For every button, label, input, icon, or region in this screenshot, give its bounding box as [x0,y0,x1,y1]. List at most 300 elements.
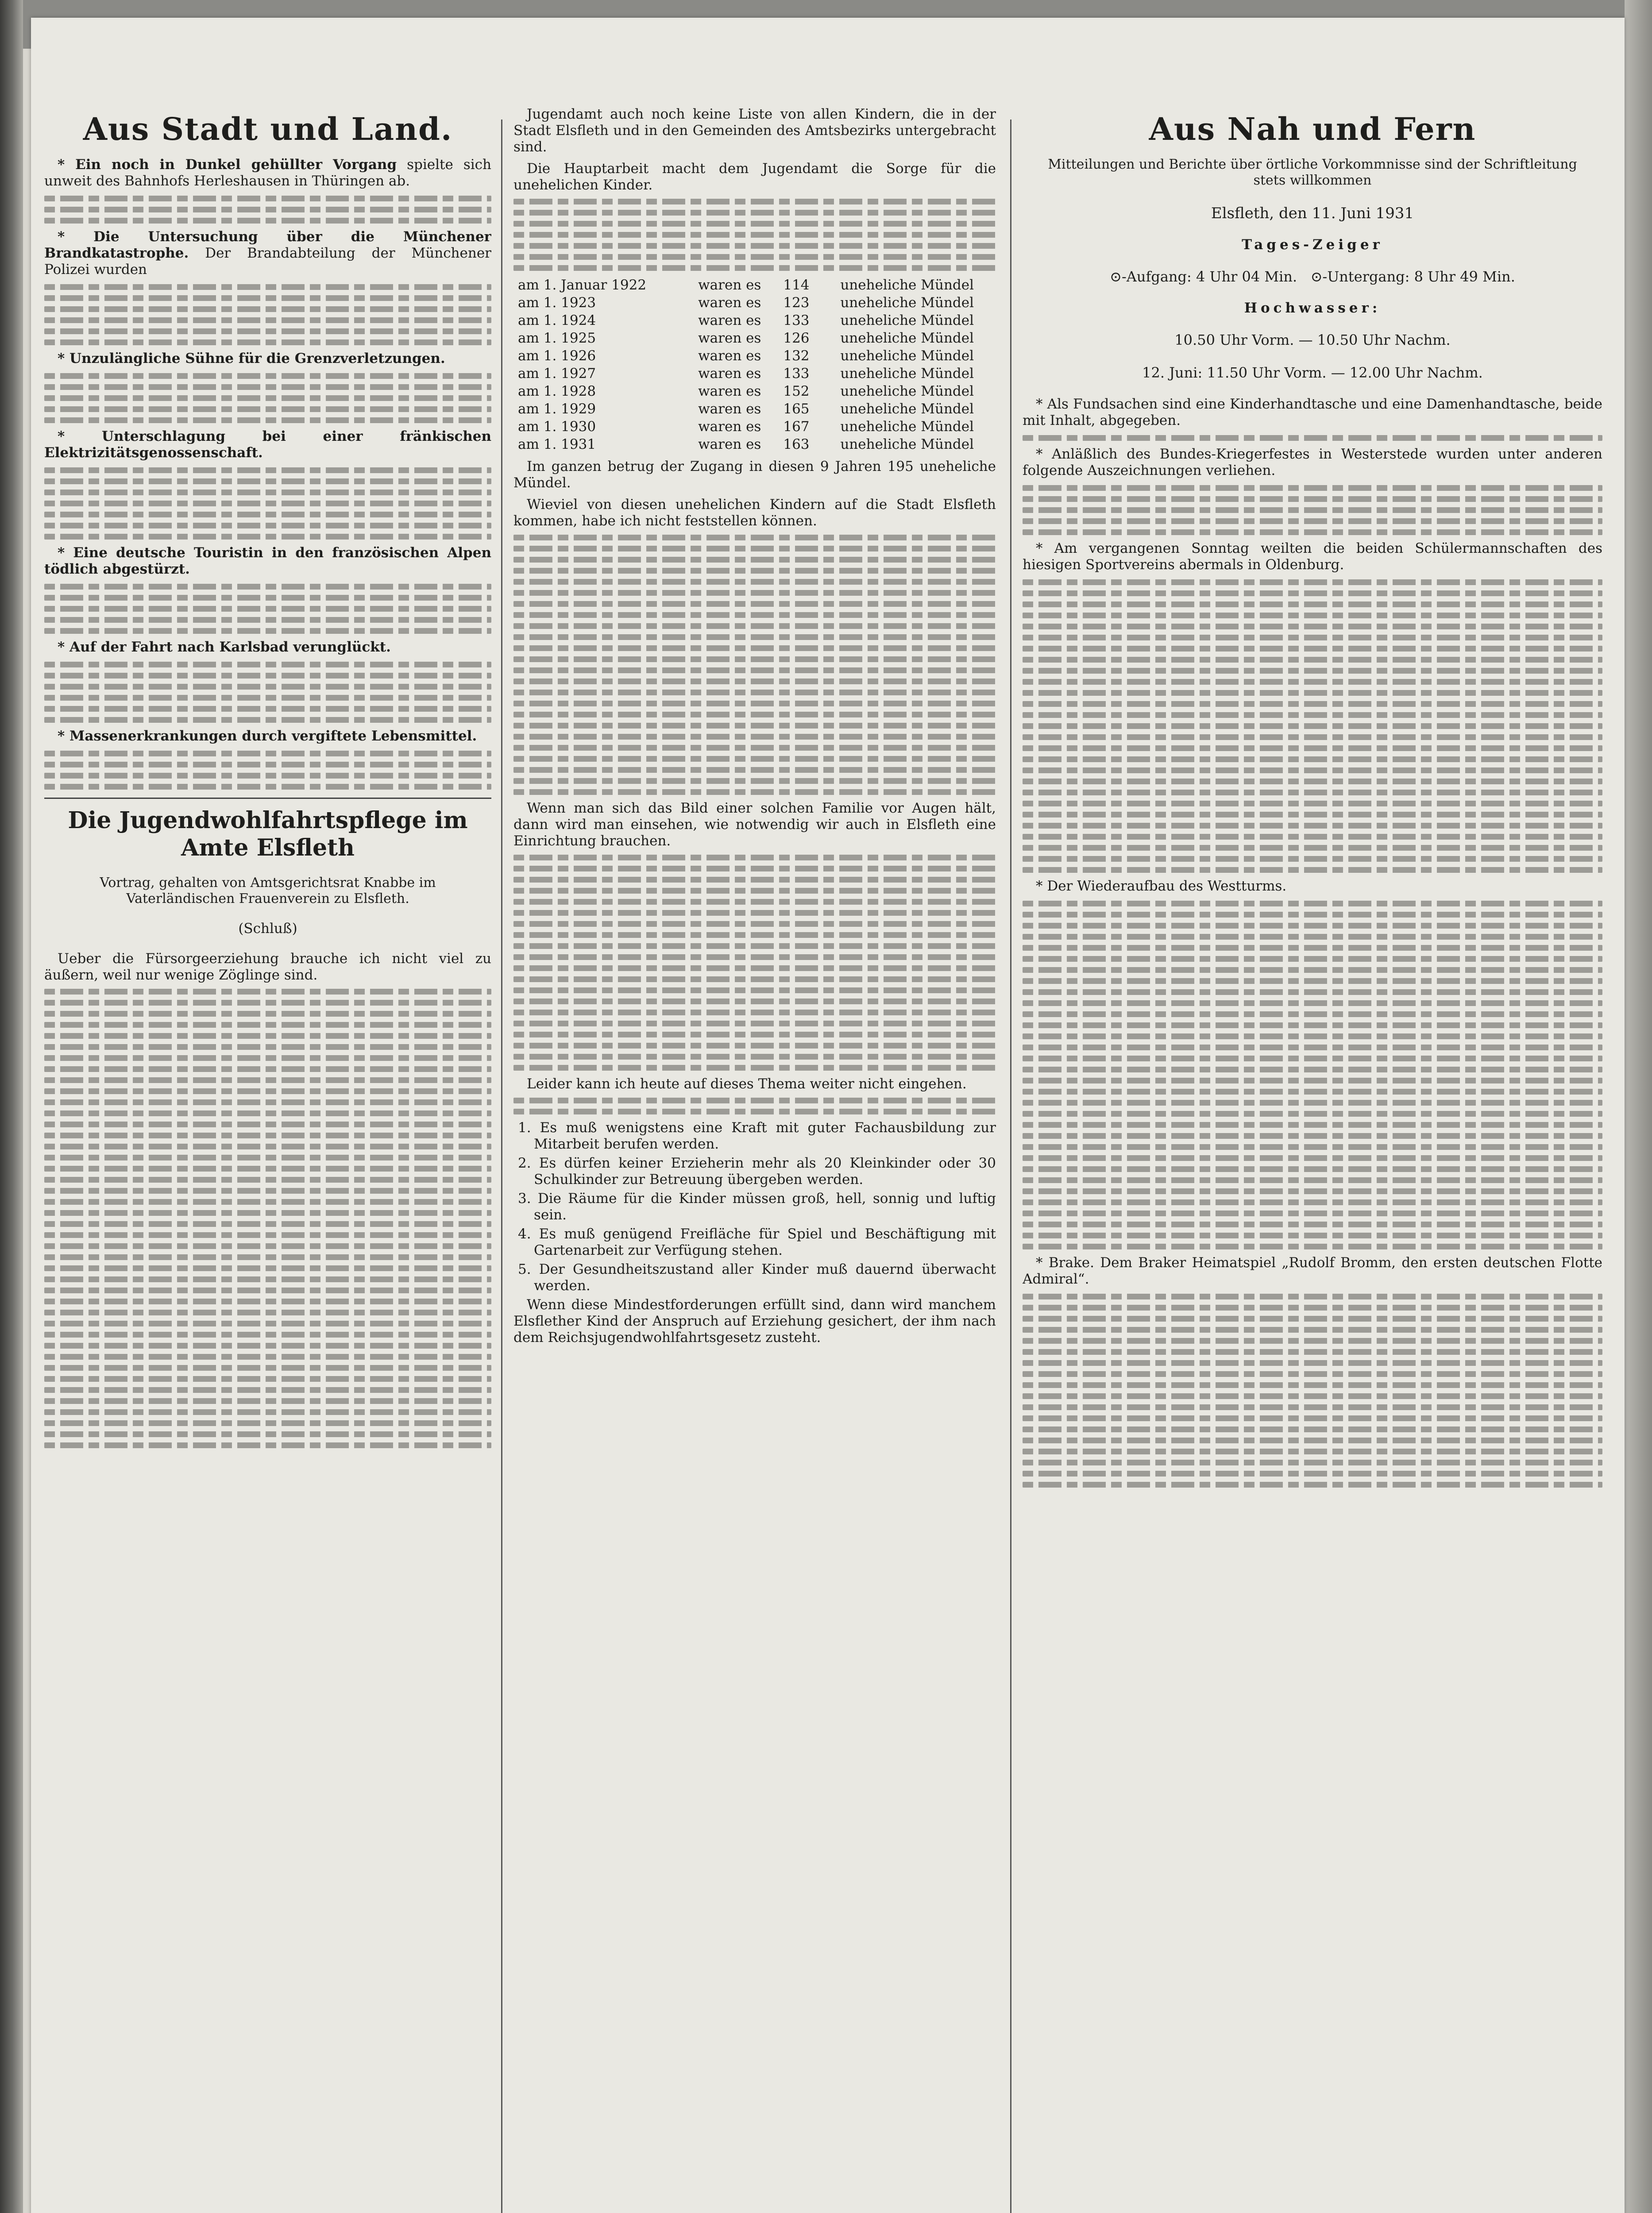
text-line [44,406,491,412]
text-line [44,1343,491,1349]
text-line [1023,1199,1602,1205]
text-line [513,954,996,960]
text-line [1023,518,1602,524]
text-line [44,1188,491,1194]
text-line [1023,1133,1602,1139]
text-line [44,1409,491,1415]
article-continuation-marker: (Schluß) [238,921,297,937]
text-line [1023,1426,1602,1432]
text-line [44,1055,491,1061]
text-line [513,701,996,706]
text-line [44,989,491,995]
text-line [44,1265,491,1271]
text-line [513,899,996,905]
sunrise: ⊙-Aufgang: 4 Uhr 04 Min. [1110,268,1297,285]
text-line [1023,812,1602,817]
text-line [513,1054,996,1060]
text-line [1023,734,1602,740]
text-line [44,1431,491,1437]
text-line [1023,1155,1602,1161]
text-line [44,784,491,790]
text-line [513,679,996,684]
text-line [513,656,996,662]
text-line [1023,1122,1602,1128]
wards-statistics-date: am 1. Januar 1922 [518,277,647,293]
text-line [513,623,996,629]
text-line [1023,1404,1602,1410]
text-line [1023,1349,1602,1355]
article-paragraph: Ueber die Fürsorgeerziehung brauche ich nicht viel zu äußern, weil nur wenige Zöglinge sind. [44,951,491,983]
wards-statistics-suffix: uneheliche Mündel [840,348,974,364]
wards-statistics-label: waren es [698,366,761,382]
text-line [1023,668,1602,674]
text-line [513,546,996,551]
text-line [44,284,491,290]
text-line [513,634,996,640]
previous-page-edge [23,49,32,2213]
text-line [44,1398,491,1404]
text-line [1023,635,1602,640]
text-line [1023,1177,1602,1183]
text-line [513,210,996,216]
wards-statistics-count: 152 [783,383,810,399]
text-line [1023,496,1602,502]
text-line [44,606,491,612]
book-binding-edge [0,0,23,2213]
text-line [513,1032,996,1037]
text-line [44,490,491,495]
wards-statistics-label: waren es [698,436,761,452]
text-line [44,617,491,623]
text-line [1023,507,1602,513]
text-line [513,910,996,916]
text-line [1023,978,1602,984]
text-line [44,1299,491,1304]
section-masthead: Aus Stadt und Land. [83,111,453,147]
text-line [513,590,996,596]
text-line [1023,834,1602,840]
news-item-lead: * Massenerkrankungen durch vergiftete Lebensmittel. [58,728,477,744]
text-line [513,1010,996,1015]
text-line [1023,1449,1602,1454]
text-line [44,295,491,301]
text-line [44,751,491,756]
wards-statistics-suffix: uneheliche Mündel [840,436,974,452]
text-line [44,512,491,517]
text-line [513,579,996,585]
local-news-item: * Als Fundsachen sind eine Kinderhandtasche und eine Damenhandtasche, beide mit Inhalt, abgegeben. [1023,396,1602,428]
wards-statistics-row [513,365,996,382]
article-paragraph: Wenn man sich das Bild einer solchen Familie vor Augen hält, dann wird man einsehen, wie notwendig wir auch in Elsfleth eine Einrichtung brauchen. [513,800,996,849]
text-line [44,1442,491,1448]
wards-statistics-row [513,418,996,436]
text-line [1023,945,1602,951]
text-line [44,1321,491,1326]
text-line [44,1288,491,1293]
text-line [513,690,996,695]
text-line [513,1043,996,1049]
tageszeiger-heading: Tages-Zeiger [1242,237,1383,253]
column-rule [1010,120,1011,2213]
text-line [44,1243,491,1249]
article-paragraph: Jugendamt auch noch keine Liste von allen Kindern, die in der Stadt Elsfleth und in den Gemeinden des Amtsbezirks untergebracht sind. [513,106,996,155]
text-line [1023,1233,1602,1238]
text-line [1023,1305,1602,1311]
text-line [513,965,996,971]
tide-tomorrow: 12. Juni: 11.50 Uhr Vorm. — 12.00 Uhr Nachm. [1142,364,1483,381]
news-item [44,545,491,578]
text-line [44,306,491,312]
text-line [1023,967,1602,973]
wards-statistics-row [513,312,996,329]
text-line [44,1354,491,1360]
text-line [1023,1188,1602,1194]
text-line [1023,657,1602,663]
text-line [44,1166,491,1172]
text-line [1023,485,1602,491]
text-line [1023,912,1602,918]
text-line [513,712,996,717]
text-line [44,328,491,334]
text-line [44,628,491,634]
text-line [513,568,996,574]
text-line [44,1144,491,1149]
wards-statistics-suffix: uneheliche Mündel [840,295,974,311]
wards-statistics-date: am 1. 1930 [518,419,596,435]
wards-statistics-count: 123 [783,295,810,311]
text-line [1023,1144,1602,1150]
wards-statistics-suffix: uneheliche Mündel [840,383,974,399]
text-line [1023,1078,1602,1083]
text-line [44,1210,491,1216]
wards-statistics-suffix: uneheliche Mündel [840,366,974,382]
news-item [44,639,491,655]
article-paragraph: Wieviel von diesen unehelichen Kindern auf die Stadt Elsfleth kommen, habe ich nicht feststellen können. [513,497,996,529]
dateline: Elsfleth, den 11. Juni 1931 [1211,204,1414,222]
text-line [1023,1022,1602,1028]
text-line [1023,1222,1602,1227]
text-line [44,1332,491,1338]
text-line [44,1276,491,1282]
wards-statistics-label: waren es [698,295,761,311]
local-news-item: * Anläßlich des Bundes-Kriegerfestes in Westerstede wurden unter anderen folgende Auszeichnungen verliehen. [1023,446,1602,478]
news-item-lead: * Die Untersuchung über die Münchener Brandkatastrophe. [44,229,491,261]
text-line [513,789,996,795]
text-line [513,221,996,227]
text-line [513,265,996,271]
text-line [44,695,491,701]
text-line [44,1110,491,1116]
text-line [513,612,996,618]
scan-right-margin [1625,0,1652,2213]
text-line [44,1022,491,1028]
text-line [1023,745,1602,751]
text-line [44,1088,491,1094]
news-item-lead: * Unterschlagung bei einer fränkischen Elektrizitätsgenossenschaft. [44,428,491,461]
text-line [513,1021,996,1026]
text-line [44,684,491,690]
text-line [1023,1033,1602,1039]
text-line [1023,756,1602,762]
requirement-list-item: 2. Es dürfen keiner Erzieherin mehr als 20 Kleinkinder oder 30 Schulkinder zur Betreuung übergeben werden. [518,1155,996,1187]
wards-statistics-suffix: uneheliche Mündel [840,401,974,417]
news-item [44,157,491,189]
text-line [1023,989,1602,995]
newspaper-page [31,18,1625,2213]
sun-times [1023,267,1602,286]
wards-statistics-row [513,276,996,294]
right-column [1023,106,1602,2213]
wards-statistics-row [513,382,996,400]
text-line [513,976,996,982]
local-news-item: * Der Wiederaufbau des Westturms. [1036,878,1287,894]
text-line [44,1133,491,1138]
wards-statistics-suffix: uneheliche Mündel [840,419,974,435]
text-line [44,339,491,345]
text-line [513,535,996,540]
wards-statistics-count: 114 [783,277,810,293]
text-line [1023,1482,1602,1488]
text-line [44,1376,491,1382]
text-line [1023,579,1602,585]
wards-statistics-body [513,276,996,453]
text-line [44,501,491,506]
sunset: ⊙-Untergang: 8 Uhr 49 Min. [1310,268,1515,285]
wards-statistics-label: waren es [698,348,761,364]
column-rule [501,120,502,2213]
text-line [44,317,491,323]
text-line [1023,1011,1602,1017]
wards-statistics-label: waren es [698,419,761,435]
text-line [44,673,491,679]
text-line [1023,1056,1602,1061]
wards-statistics-count: 133 [783,312,810,328]
text-line [513,734,996,740]
wards-statistics-table [513,276,996,453]
wards-statistics-count: 126 [783,330,810,346]
text-line [44,1199,491,1205]
text-line [1023,1244,1602,1249]
text-line [1023,723,1602,729]
text-line [44,1310,491,1315]
text-line [513,999,996,1004]
text-line [44,1254,491,1260]
text-line [44,1365,491,1371]
text-line [44,1011,491,1017]
wards-statistics-count: 132 [783,348,810,364]
wards-statistics-label: waren es [698,330,761,346]
wards-statistics-row [513,436,996,453]
wards-statistics-suffix: uneheliche Mündel [840,330,974,346]
text-line [513,1109,996,1114]
text-line [1023,701,1602,707]
news-item-lead: * Eine deutsche Touristin in den französischen Alpen tödlich abgestürzt. [44,545,491,577]
text-line [44,1077,491,1083]
text-line [1023,1100,1602,1106]
text-line [44,1122,491,1127]
wards-statistics-date: am 1. 1924 [518,312,596,328]
wards-statistics-suffix: uneheliche Mündel [840,277,974,293]
text-line [1023,1316,1602,1322]
text-line [513,1065,996,1071]
text-line [513,921,996,927]
local-news-item: * Am vergangenen Sonntag weilten die beiden Schülermannschaften des hiesigen Sportvereins abermals in Oldenburg. [1023,540,1602,573]
text-line [513,932,996,938]
wards-statistics-count: 165 [783,401,810,417]
text-line [44,762,491,767]
text-line [1023,1460,1602,1465]
text-line [44,706,491,712]
text-line [1023,646,1602,652]
wards-statistics-label: waren es [698,277,761,293]
text-line [44,1155,491,1160]
wards-statistics-label: waren es [698,383,761,399]
news-item-text: spielte sich unweit des Bahnhofs Herleshausen in Thüringen ab. [44,157,491,189]
text-line [44,595,491,601]
text-line [1023,1371,1602,1377]
article-title: Die Jugendwohlfahrtspflege im Amte Elsfleth [68,807,468,861]
text-line [1023,1067,1602,1072]
text-line [44,1000,491,1006]
text-line [44,534,491,540]
text-line [44,1221,491,1227]
text-line [44,467,491,473]
text-line [1023,867,1602,873]
text-line [44,1232,491,1238]
text-line [44,196,491,201]
text-line [44,417,491,423]
statistics-total: Im ganzen betrug der Zugang in diesen 9 Jahren 195 uneheliche Mündel. [513,459,996,491]
text-line [44,1044,491,1050]
text-line [513,767,996,773]
text-line [1023,1045,1602,1050]
text-line [44,717,491,723]
article-paragraph: Leider kann ich heute auf dieses Thema weiter nicht eingehen. [527,1076,967,1092]
wards-statistics-label: waren es [698,312,761,328]
text-line [513,601,996,607]
requirement-list-item: 5. Der Gesundheitszustand aller Kinder muß dauernd überwacht werden. [518,1261,996,1294]
text-line [1023,901,1602,906]
news-item-lead: * Auf der Fahrt nach Karlsbad verunglückt. [58,639,391,655]
text-line [1023,956,1602,962]
left-column [44,106,491,2213]
text-line [513,778,996,784]
tide-today: 10.50 Uhr Vorm. — 10.50 Uhr Nachm. [1174,332,1451,348]
text-line [513,667,996,673]
news-item-lead: * Unzulängliche Sühne für die Grenzverletzungen. [58,351,445,366]
text-line [1023,767,1602,773]
text-line [44,523,491,528]
text-line [1023,1211,1602,1216]
text-line [513,645,996,651]
text-line [44,1177,491,1183]
text-line [1023,1415,1602,1421]
wards-statistics-date: am 1. 1926 [518,348,596,364]
text-line [44,584,491,590]
wards-statistics-suffix: uneheliche Mündel [840,312,974,328]
wards-statistics-row [513,347,996,365]
wards-statistics-date: am 1. 1925 [518,330,596,346]
text-line [513,888,996,894]
text-line [1023,1382,1602,1388]
news-item-text: Der Brandabteilung der Münchener Polizei wurden [44,245,491,278]
wards-statistics-row [513,294,996,312]
text-line [513,254,996,260]
text-line [1023,601,1602,607]
text-line [44,384,491,390]
text-line [513,243,996,249]
text-line [1023,856,1602,862]
text-line [1023,845,1602,851]
text-line [1023,1166,1602,1172]
wards-statistics-date: am 1. 1927 [518,366,596,382]
news-item [44,728,491,744]
text-line [1023,1471,1602,1477]
local-news-item: * Brake. Dem Braker Heimatspiel „Rudolf Bromm, den ersten deutschen Flotte Admiral“. [1023,1255,1602,1287]
text-line [513,199,996,204]
text-line [1023,1393,1602,1399]
text-line [1023,934,1602,940]
text-line [44,218,491,224]
section-masthead: Aus Nah und Fern [1149,111,1476,147]
text-line [1023,712,1602,718]
text-line [44,662,491,667]
text-line [1023,1111,1602,1117]
text-line [44,1387,491,1393]
text-line [513,987,996,993]
text-line [513,1098,996,1103]
wards-statistics-label: waren es [698,401,761,417]
text-line [1023,679,1602,685]
text-line [513,723,996,729]
text-line [1023,529,1602,535]
text-line [513,745,996,751]
middle-column [513,106,996,2213]
text-line [1023,1438,1602,1443]
text-line [513,855,996,860]
text-line [1023,790,1602,795]
text-line [513,232,996,238]
article-byline: Vortrag, gehalten von Amtsgerichtsrat Knabbe im Vaterländischen Frauenverein zu Elsfleth. [100,875,436,906]
text-line [513,866,996,871]
high-water-heading: Hochwasser: [1244,300,1381,316]
text-line [1023,823,1602,829]
text-line [1023,923,1602,929]
text-line [44,207,491,212]
text-line [1023,779,1602,784]
text-line [513,756,996,762]
text-line [1023,435,1602,441]
text-line [44,1066,491,1072]
text-line [1023,1338,1602,1344]
wards-statistics-row [513,400,996,418]
news-item [44,428,491,461]
article-paragraph: Die Hauptarbeit macht dem Jugendamt die Sorge für die unehelichen Kinder. [513,161,996,193]
text-line [1023,624,1602,629]
text-line [44,373,491,379]
text-line [44,478,491,484]
text-line [1023,1327,1602,1333]
text-line [44,1420,491,1426]
news-item [44,229,491,278]
wards-statistics-row [513,329,996,347]
requirement-list-item: 1. Es muß wenigstens eine Kraft mit guter Fachausbildung zur Mitarbeit berufen werden. [518,1120,996,1152]
text-line [1023,1089,1602,1095]
wards-statistics-count: 163 [783,436,810,452]
section-divider [44,798,491,799]
wards-statistics-date: am 1. 1928 [518,383,596,399]
wards-statistics-date: am 1. 1931 [518,436,596,452]
